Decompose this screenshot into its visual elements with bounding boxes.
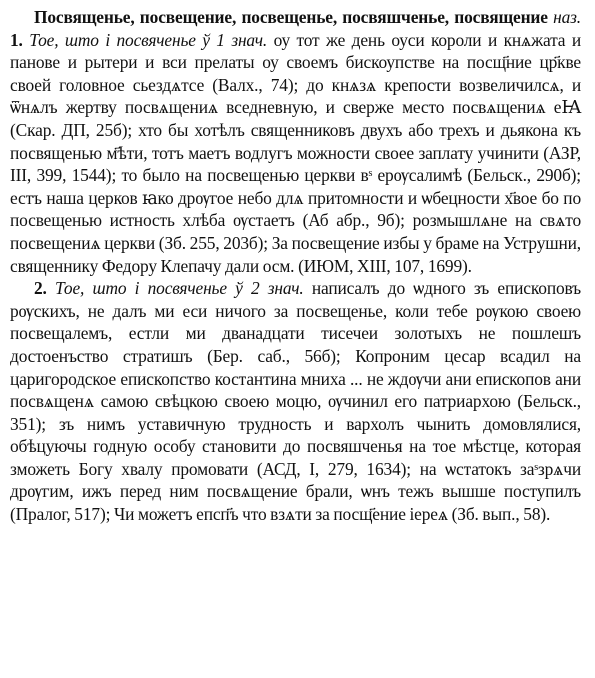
sense-2-gloss: Тое, што і посвяченье ў 2 знач. [55,278,304,299]
sense-2-number: 2. [34,278,47,299]
sense-1-gloss: Тое, што і посвяченье ў 1 знач. [29,29,268,50]
sense-1-paragraph [10,6,581,277]
sense-2-paragraph [10,277,581,526]
sense-2-citations: написалъ до ѡдного зъ епископовъ рѹскихъ, не далъ ми еси ничого за посвещенье, коли тебе рѹкою своею посвещалемъ, естли ми дванадцати тисечеи золотыхъ не пошлешъ достоенъство стратишъ (Бер. саб., 56б); Копроним цесар всадил на царигородское епископство костантина мниха ... не ждѹчи ани епископов ани посвѧщенѧ самою свѣцкою своею моцю, ѹчинил его патриархою (Бельск., 351); зъ нимъ уставичную трудность и вархолъ чынить домовлялися, обѣцуючы годную особу становити до посвяшченья на тое мѣстце, которая зможеть Богу хвалу промовати (АСД, I, 279, 1634); на ѡстатокъ заˢзрѧчи дрѹгим, ижъ перед ним посвѧщение брали, ѡнъ тежъ вышше поступилъ (Пралог, 517); Чи можетъ епсп҃ъ что взѧти за посщ҃ение іереѧ (Зб. вып., 58). [10,278,581,525]
sense-1-number: 1. [10,29,23,50]
headword: Посвященье, посвещение, посвещенье, посвяшченье, посвящение [34,7,548,27]
part-of-speech: наз. [553,7,581,27]
sense-1-citations: оу тот же день оуси короли и кнѧжата и панове и рытери и вси прелаты оу своемъ бискоупстве на посщ҃ние цр҃кве своей головное сьездѧтсе (Валх., 74); до кнѧзѧ крепости возвеличилсѧ, и ѿнѧлъ жертву посвѧщениѧ вседневную, и сверже место посвѧщениѧ еꙖ (Скар. ДП, 25б); хто бы хотѣлъ священниковъ двухъ або трехъ и дьякона къ посвященью м҃ѣти, тотъ маетъ водлугъ можности своее заплату учинити (АЗР, III, 399, 1544); то было на посвещенью церкви вˢ ерѹсалимѣ (Бельск., 290б); естъ наша церков ꙗко дрѹгое небо длѧ притомности и ѡбецности х҃вое бо по посвещенью истность хлѣба ѹстаетъ (Аб абр., 9б); розмышлѧне на свѧто посвещениѧ церкви (Зб. 255, 203б); За посвещение избы у браме на Уструшни, священнику Федору Клепачу дали осм. (ИЮМ, XIII, 107, 1699). [10,29,581,276]
